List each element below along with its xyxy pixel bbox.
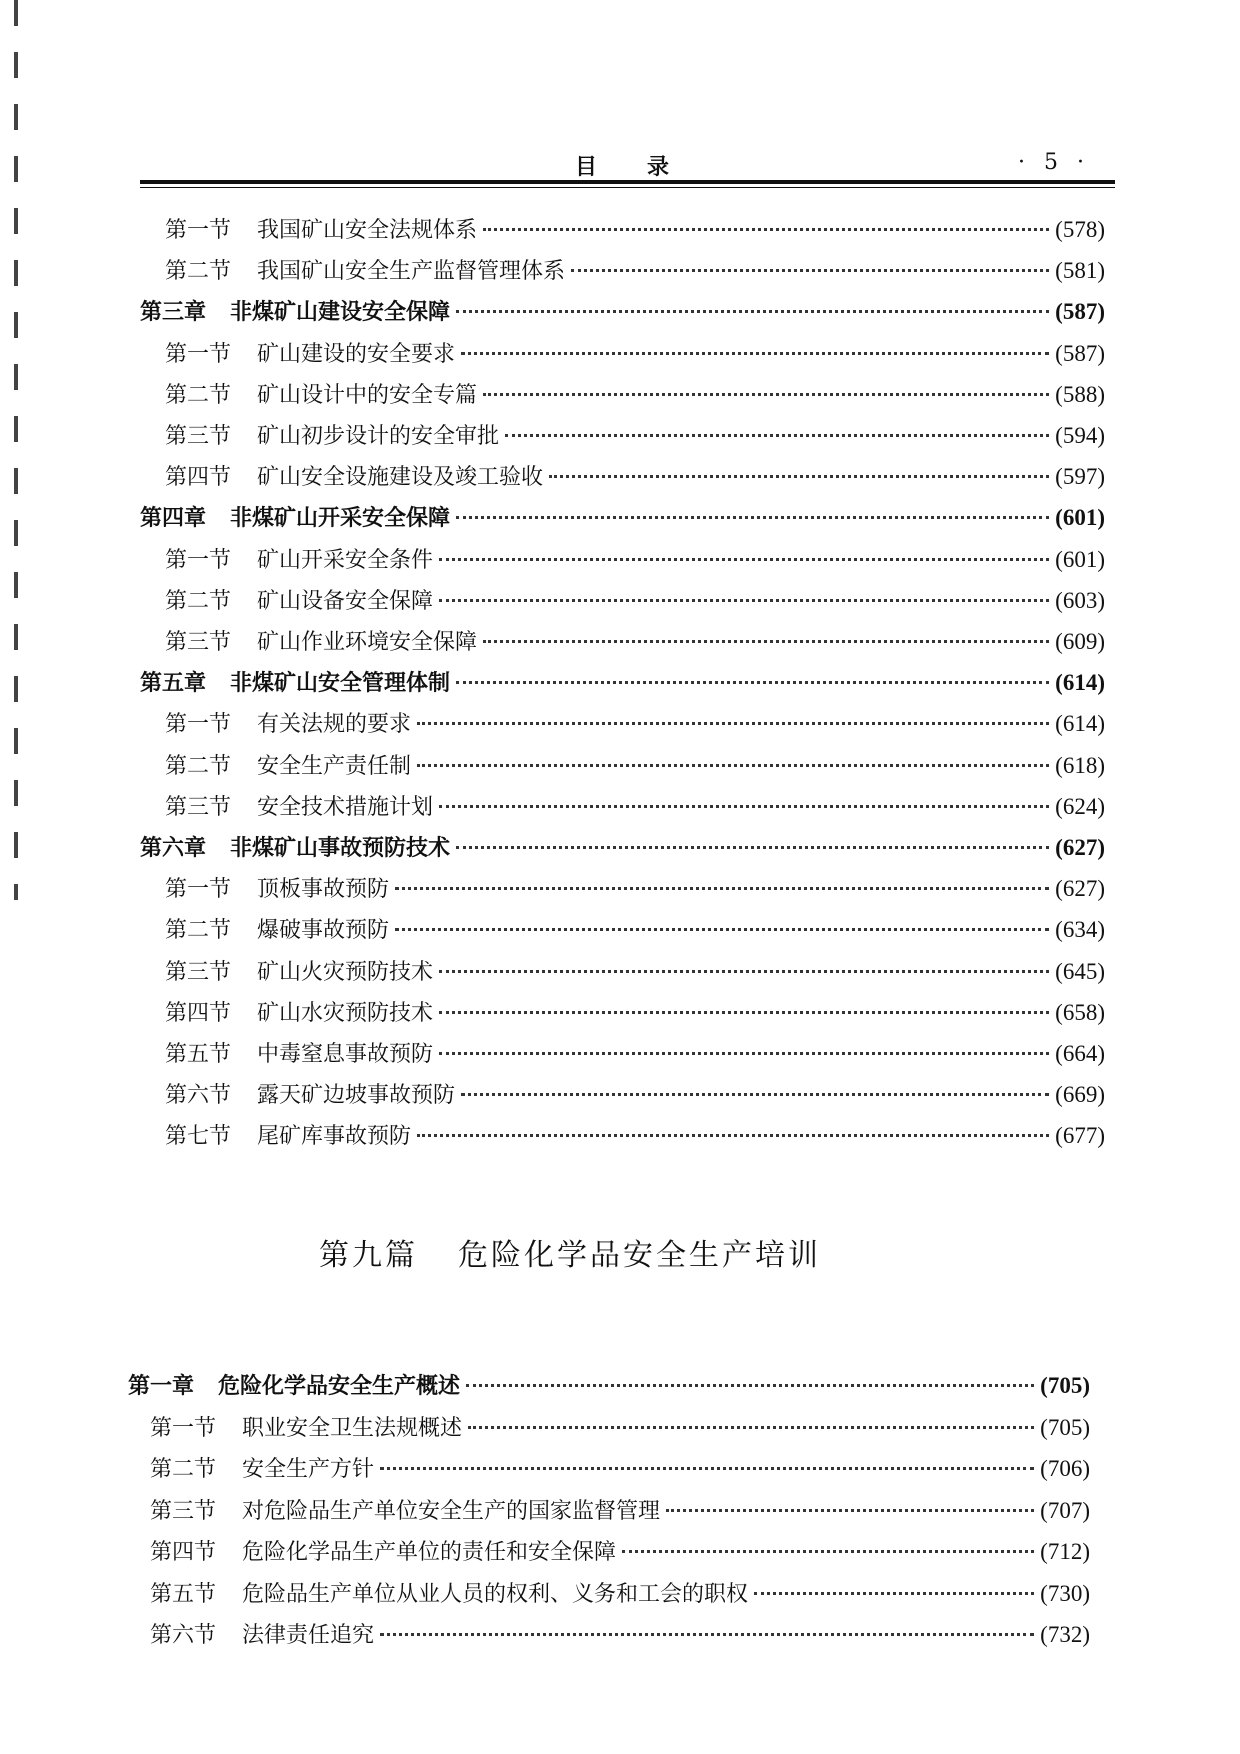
toc-entry-number: 第三节 xyxy=(165,794,232,820)
toc-entry-title: 危险化学品安全生产概述 xyxy=(218,1373,461,1399)
dot-leader xyxy=(439,1011,1049,1014)
toc-chapter-row xyxy=(140,502,1105,534)
toc-entry-title: 有关法规的要求 xyxy=(257,712,412,738)
toc-entry-page: (645) xyxy=(1055,958,1105,984)
toc-entry-title: 非煤矿山安全管理体制 xyxy=(230,670,451,697)
toc-entry-page: (730) xyxy=(1040,1580,1090,1606)
dot-leader xyxy=(417,764,1049,767)
toc-entry-title: 非煤矿山建设安全保障 xyxy=(230,299,451,326)
dot-leader xyxy=(461,352,1049,355)
toc-entry-page: (597) xyxy=(1055,464,1105,490)
toc-entry-page: (624) xyxy=(1055,793,1105,819)
toc-entry-title: 矿山作业环境安全保障 xyxy=(257,630,478,655)
toc-section-row xyxy=(165,461,1105,493)
toc-entry-number: 第二节 xyxy=(165,259,232,285)
toc-entry-number: 第三章 xyxy=(140,299,207,326)
dot-leader xyxy=(439,805,1049,808)
toc-entry-title: 露天矿边坡事故预防 xyxy=(257,1083,456,1109)
dot-leader xyxy=(417,1134,1049,1137)
toc-entry-page: (614) xyxy=(1055,670,1105,696)
toc-section-row xyxy=(165,956,1105,988)
toc-entry-number: 第一节 xyxy=(165,712,232,738)
dot-leader xyxy=(754,1592,1034,1595)
toc-entry-page: (712) xyxy=(1040,1539,1090,1564)
toc-chapter-row xyxy=(140,832,1105,864)
toc-entry-number: 第二节 xyxy=(150,1457,217,1482)
toc-entry-number: 第一节 xyxy=(150,1415,217,1441)
toc-section-row xyxy=(165,1120,1105,1152)
dot-leader xyxy=(439,558,1049,561)
toc-section-row xyxy=(165,914,1105,946)
toc-entry-title: 我国矿山安全法规体系 xyxy=(257,218,478,243)
dot-leader xyxy=(483,393,1049,396)
part-heading xyxy=(0,1230,1000,1274)
toc-entry-title: 矿山安全设施建设及竣工验收 xyxy=(257,465,544,491)
toc-section-row xyxy=(165,626,1105,658)
toc-entry-page: (705) xyxy=(1040,1414,1090,1440)
toc-entry-title: 安全技术措施计划 xyxy=(257,794,434,820)
dot-leader xyxy=(571,269,1049,272)
toc-entry-page: (707) xyxy=(1040,1497,1090,1523)
toc-section-row xyxy=(165,1038,1105,1070)
part-number: 第九篇 xyxy=(319,1238,418,1273)
toc-entry-number: 第一章 xyxy=(128,1373,195,1399)
toc-chapter-row xyxy=(140,296,1105,328)
dot-leader xyxy=(466,1384,1034,1387)
toc-section-row xyxy=(165,338,1105,370)
toc-entry-page: (706) xyxy=(1040,1456,1090,1481)
toc-entry-title: 矿山初步设计的安全审批 xyxy=(257,424,500,449)
toc-section-row xyxy=(150,1536,1090,1568)
toc-entry-number: 第五章 xyxy=(140,670,207,697)
dot-leader xyxy=(456,681,1049,684)
toc-section-row xyxy=(150,1619,1090,1651)
toc-entry-number: 第一节 xyxy=(165,877,232,903)
dot-leader xyxy=(456,846,1049,849)
toc-section-row xyxy=(165,214,1105,246)
toc-entry-title: 中毒窒息事故预防 xyxy=(257,1042,434,1067)
toc-entry-title: 安全生产方针 xyxy=(242,1457,375,1482)
dot-leader xyxy=(456,310,1049,313)
toc-entry-page: (669) xyxy=(1055,1082,1105,1108)
toc-entry-number: 第二节 xyxy=(165,918,232,944)
toc-section-row xyxy=(165,873,1105,905)
toc-section-row xyxy=(165,379,1105,411)
toc-section-row xyxy=(150,1412,1090,1444)
dot-leader xyxy=(439,1052,1049,1055)
toc-entry-title: 非煤矿山事故预防技术 xyxy=(230,835,451,861)
dot-leader xyxy=(549,475,1049,478)
toc-entry-title: 非煤矿山开采安全保障 xyxy=(230,505,451,532)
toc-entry-title: 尾矿库事故预防 xyxy=(257,1124,412,1150)
dot-leader xyxy=(461,1093,1049,1096)
header-page-number: · 5 · xyxy=(1018,150,1090,175)
toc-entry-title: 对危险品生产单位安全生产的国家监督管理 xyxy=(242,1498,661,1524)
part-title: 危险化学品安全生产培训 xyxy=(458,1238,821,1273)
toc-entry-number: 第二节 xyxy=(165,753,232,779)
toc-section-row xyxy=(165,791,1105,823)
dot-leader xyxy=(622,1550,1034,1553)
toc-entry-number: 第四节 xyxy=(150,1540,217,1565)
toc-chapter-row xyxy=(128,1370,1090,1402)
toc-entry-number: 第三节 xyxy=(150,1498,217,1524)
toc-entry-title: 矿山设备安全保障 xyxy=(257,588,434,614)
toc-entry-page: (609) xyxy=(1055,629,1105,654)
toc-entry-number: 第三节 xyxy=(165,424,232,449)
header-rule-thin xyxy=(140,187,1115,188)
toc-entry-page: (581) xyxy=(1055,258,1105,284)
dot-leader xyxy=(380,1467,1034,1470)
toc-entry-number: 第三节 xyxy=(165,959,232,985)
toc-entry-number: 第六节 xyxy=(165,1083,232,1109)
dot-leader xyxy=(439,599,1049,602)
toc-entry-page: (594) xyxy=(1055,423,1105,448)
dot-leader xyxy=(456,516,1049,519)
toc-entry-number: 第四节 xyxy=(165,465,232,491)
dot-leader xyxy=(483,640,1049,643)
toc-section-row xyxy=(165,997,1105,1029)
toc-section-row xyxy=(165,1079,1105,1111)
toc-entry-number: 第五节 xyxy=(165,1042,232,1067)
toc-entry-title: 职业安全卫生法规概述 xyxy=(242,1415,463,1441)
toc-entry-page: (664) xyxy=(1055,1041,1105,1066)
running-header xyxy=(140,150,1115,180)
toc-entry-number: 第六节 xyxy=(150,1623,217,1648)
dot-leader xyxy=(395,928,1049,931)
toc-entry-page: (627) xyxy=(1055,835,1105,860)
toc-entry-page: (658) xyxy=(1055,999,1105,1025)
toc-entry-title: 矿山设计中的安全专篇 xyxy=(257,382,478,408)
header-rule xyxy=(140,180,1115,184)
dot-leader xyxy=(395,887,1049,890)
toc-entry-page: (601) xyxy=(1055,505,1105,531)
toc-entry-title: 安全生产责任制 xyxy=(257,753,412,779)
header-title: 目录 xyxy=(575,154,720,180)
toc-entry-title: 矿山建设的安全要求 xyxy=(257,341,456,367)
toc-section-row xyxy=(165,255,1105,287)
toc-entry-page: (677) xyxy=(1055,1123,1105,1149)
toc-section-row xyxy=(150,1453,1090,1485)
toc-entry-page: (588) xyxy=(1055,381,1105,407)
toc-entry-number: 第七节 xyxy=(165,1124,232,1150)
toc-entry-title: 顶板事故预防 xyxy=(257,877,390,903)
toc-section-row xyxy=(165,585,1105,617)
toc-entry-page: (578) xyxy=(1055,217,1105,242)
toc-entry-title: 危险品生产单位从业人员的权利、义务和工会的职权 xyxy=(242,1581,749,1607)
toc-entry-number: 第四章 xyxy=(140,505,207,532)
toc-entry-page: (705) xyxy=(1040,1373,1090,1398)
toc-entry-page: (627) xyxy=(1055,876,1105,902)
toc-entry-title: 我国矿山安全生产监督管理体系 xyxy=(257,259,566,285)
toc-entry-number: 第四节 xyxy=(165,1000,232,1026)
dot-leader xyxy=(417,722,1049,725)
toc-entry-page: (618) xyxy=(1055,752,1105,778)
toc-entry-number: 第三节 xyxy=(165,630,232,655)
toc-entry-number: 第一节 xyxy=(165,218,232,243)
toc-section-row xyxy=(165,544,1105,576)
toc-section-row xyxy=(150,1495,1090,1527)
toc-entry-page: (587) xyxy=(1055,340,1105,366)
toc-entry-number: 第一节 xyxy=(165,547,232,573)
toc-entry-title: 爆破事故预防 xyxy=(257,918,390,944)
toc-entry-page: (587) xyxy=(1055,299,1105,325)
toc-section-row xyxy=(165,750,1105,782)
toc-entry-number: 第六章 xyxy=(140,835,207,861)
toc-entry-number: 第二节 xyxy=(165,588,232,614)
toc-entry-number: 第五节 xyxy=(150,1581,217,1607)
dot-leader xyxy=(505,434,1049,437)
toc-entry-page: (601) xyxy=(1055,546,1105,572)
dot-leader xyxy=(380,1633,1034,1636)
binding-edge-marks xyxy=(14,0,18,900)
toc-section-row xyxy=(165,708,1105,740)
toc-chapter-row xyxy=(140,667,1105,699)
dot-leader xyxy=(666,1509,1034,1512)
toc-entry-title: 矿山水灾预防技术 xyxy=(257,1000,434,1026)
dot-leader xyxy=(483,228,1049,231)
dot-leader xyxy=(468,1426,1034,1429)
toc-section-row xyxy=(165,420,1105,452)
toc-entry-page: (603) xyxy=(1055,587,1105,613)
toc-entry-title: 法律责任追究 xyxy=(242,1623,375,1648)
toc-entry-page: (732) xyxy=(1040,1622,1090,1647)
toc-entry-page: (634) xyxy=(1055,917,1105,943)
toc-entry-title: 矿山火灾预防技术 xyxy=(257,959,434,985)
toc-entry-title: 危险化学品生产单位的责任和安全保障 xyxy=(242,1540,617,1565)
toc-entry-title: 矿山开采安全条件 xyxy=(257,547,434,573)
toc-entry-number: 第一节 xyxy=(165,341,232,367)
toc-entry-page: (614) xyxy=(1055,711,1105,737)
dot-leader xyxy=(439,970,1049,973)
toc-entry-number: 第二节 xyxy=(165,382,232,408)
toc-section-row xyxy=(150,1578,1090,1610)
